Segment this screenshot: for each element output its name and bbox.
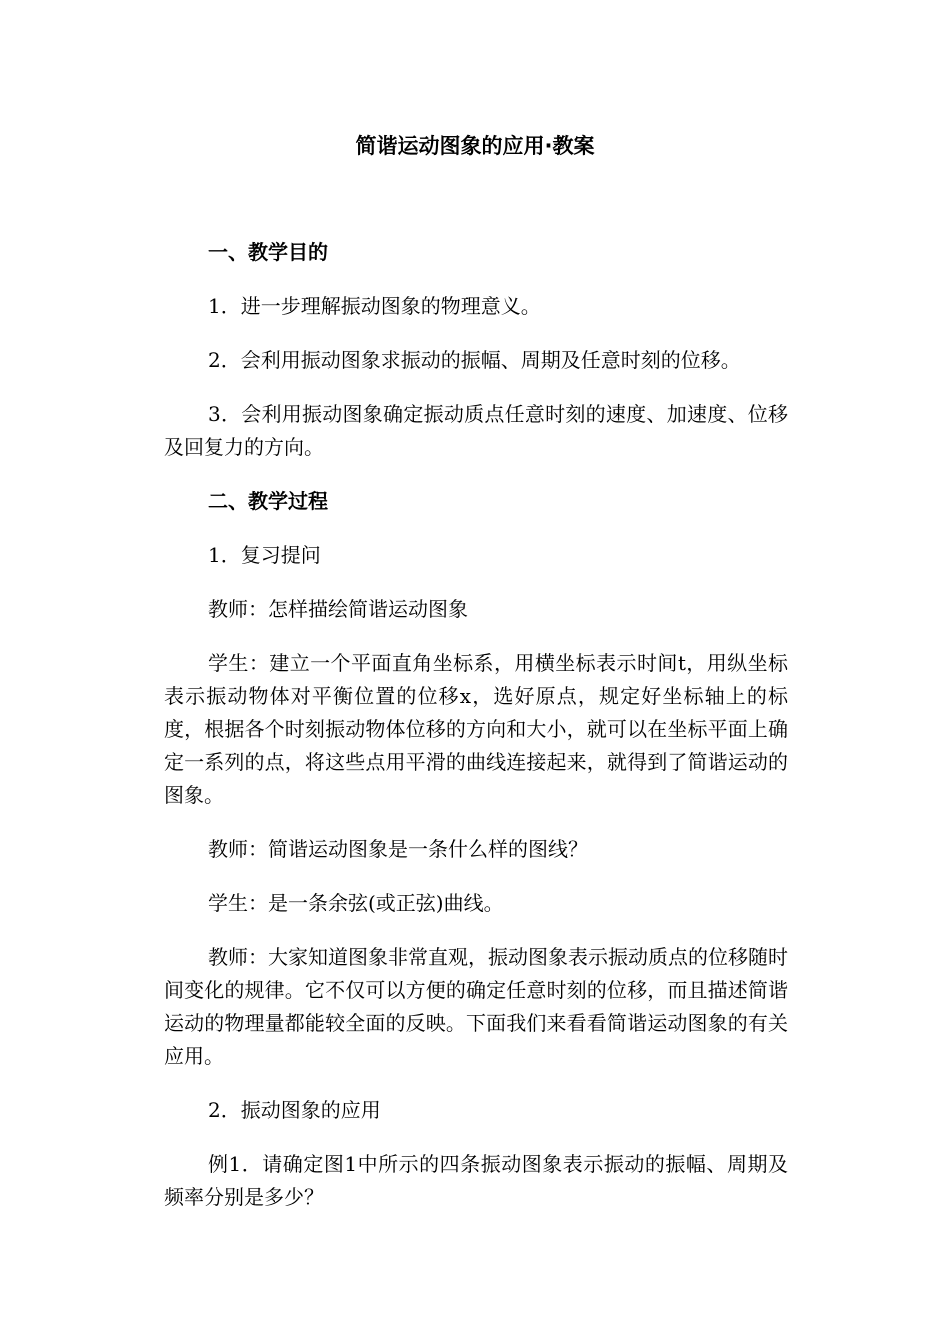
section-heading-objectives: 一、教学目的 — [208, 240, 328, 264]
section-heading-process: 二、教学过程 — [208, 489, 328, 513]
process-paragraph-applications: 2．振动图象的应用 — [208, 1098, 381, 1122]
process-paragraph-review: 1．复习提问 — [208, 543, 321, 567]
process-paragraph-teacher-question-1: 教师：怎样描绘简谐运动图象 — [208, 597, 468, 621]
process-paragraph-teacher-explanation: 教师：大家知道图象非常直观，振动图象表示振动质点的位移随时间变化的规律。它不仅可以方便的确定任意时刻的位移，而且描述简谐运动的物理量都能较全面的反映。下面我们来看看简谐运动图象的有关应用。 — [164, 945, 788, 1068]
process-paragraph-student-answer-1: 学生：建立一个平面直角坐标系，用横坐标表示时间t，用纵坐标表示振动物体对平衡位置的位移x，选好原点，规定好坐标轴上的标度，根据各个时刻振动物体位移的方向和大小，就可以在坐标平面上确定一系列的点，将这些点用平滑的曲线连接起来，就得到了简谐运动的图象。 — [164, 651, 788, 807]
process-paragraph-example-1: 例1．请确定图1中所示的四条振动图象表示振动的振幅、周期及频率分别是多少？ — [164, 1152, 788, 1209]
process-paragraph-student-answer-2: 学生：是一条余弦(或正弦)曲线。 — [208, 891, 504, 915]
process-paragraph-teacher-question-2: 教师：简谐运动图象是一条什么样的图线？ — [208, 837, 588, 861]
objective-item-2: 2．会利用振动图象求振动的振幅、周期及任意时刻的位移。 — [208, 348, 741, 372]
objective-item-1: 1．进一步理解振动图象的物理意义。 — [208, 294, 541, 318]
document-body — [164, 236, 788, 1235]
objective-item-3: 3．会利用振动图象确定振动质点任意时刻的速度、加速度、位移及回复力的方向。 — [164, 402, 788, 459]
document-title: 简谐运动图象的应用·教案 — [355, 134, 595, 158]
